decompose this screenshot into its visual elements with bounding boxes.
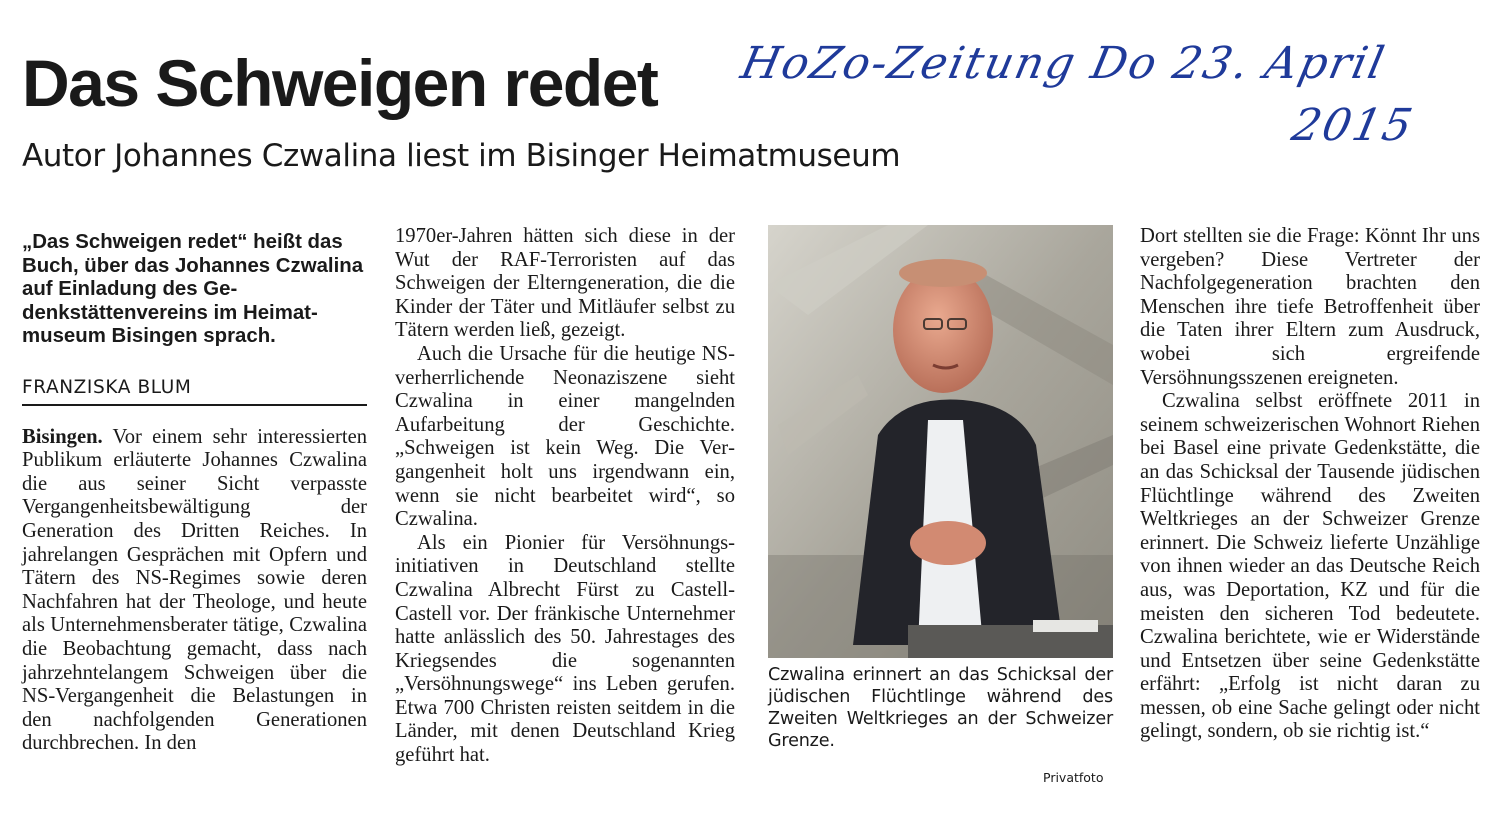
article-lead: „Das Schweigen redet“ heißt das Buch, über das Johannes Czwalina auf Einladung des Gedenkstättenvereins im Heimatmuseum Bisingen sprach. xyxy=(22,231,364,348)
article-photo xyxy=(768,225,1113,658)
photo-caption-text: Czwalina erinnert an das Schicksal der jüdischen Flüchtlinge während des Zweiten Weltkrieges an der Schweizer Grenze. xyxy=(768,665,1113,751)
author-byline: FRANZISKA BLUM xyxy=(22,376,367,406)
body-text: Vor einem sehr interessierten Publikum erläuterte Johannes Czwalina die aus seiner Sicht verpasste Vergangenheitsbewältigung der Generation des Dritten Reiches. In jahrelangen Gesprächen mit Opfern und Tätern des NS-Regimes sowie deren Nachfahren hat der Theologe, und heute als Unternehmensberater tätige, Czwalina die Beobachtung gemacht, dass nach jahrzehntelangem Schweigen über die NS-Vergangenheit die Belastungen in den nachfolgenden Generationen durchbrechen. In den xyxy=(22,425,368,755)
article-column-4 xyxy=(1140,225,1480,744)
subheadline: Autor Johannes Czwalina liest im Bisinger Heimatmuseum xyxy=(22,138,901,174)
handwritten-note-line1: HoZo-Zeitung Do 23. April xyxy=(736,38,1391,89)
dateline-place: Bisingen. xyxy=(22,425,103,448)
body-paragraph xyxy=(22,426,367,756)
article-column-2 xyxy=(395,225,735,768)
article-column-1 xyxy=(22,225,367,756)
body-paragraph: Als ein Pionier für Versöhnungsinitiativen in Deutschland stellte Czwalina Albrecht Fürst zu Castell-Castell vor. Der fränkische Unternehmer hatte anlässlich des 50. Jahrestages des Kriegsendes die sogenannten „Versöhnungswege“ ins Leben gerufen. Etwa 700 Christen reisten seitdem in die Länder, mit denen Deutschland Krieg geführt hat. xyxy=(395,531,735,767)
handwritten-note-line2: 2015 xyxy=(1287,100,1419,151)
photo-credit: Privatfoto xyxy=(1043,770,1104,785)
body-paragraph: Dort stellten sie die Frage: Könnt Ihr uns vergeben? Diese Vertreter der Nachfolgegeneration brachten den Menschen ihre tiefe Betroffenheit über die Taten ihrer Eltern zum Ausdruck, wobei sich ergreifende Versöhnungsszenen ereigneten. xyxy=(1140,225,1480,389)
body-paragraph: Czwalina selbst eröffnete 2011 in seinem schweizerischen Wohnort Riehen bei Basel eine private Gedenkstätte, die an das Schicksal der Tausende jüdischen Flüchtlinge während des Zweiten Weltkrieges an der Schweizer Grenze erinnert. Die Schweiz lieferte Unzählige von ihnen wieder an das Deutsche Reich aus, was Deportation, KZ und für die meisten den sicheren Tod bedeutete. Czwalina berichtete, wie er Widerstände und Entsetzen über seine Gedenkstätte erfährt: „Erfolg ist nicht daran zu messen, ob eine Sache gelingt oder nicht gelingt, sondern, ob sie richtig ist.“ xyxy=(1140,390,1480,743)
speaker-photo-illustration xyxy=(768,225,1113,658)
headline: Das Schweigen redet xyxy=(22,46,658,120)
photo-caption xyxy=(768,664,1113,752)
body-paragraph: Auch die Ursache für die heutige NS-verherrlichende Neonaziszene sieht Czwalina in einer mangelnden Aufarbeitung der Geschichte. „Schweigen ist kein Weg. Die Vergangenheit holt uns irgendwann ein, wenn sie nicht bearbeitet wird“, so Czwalina. xyxy=(395,342,735,531)
body-paragraph: 1970er-Jahren hätten sich diese in der Wut der RAF-Terroristen auf das Schweigen der Elterngeneration, die die Kinder der Täter und Mitläufer selbst zu Tätern werden ließ, gezeigt. xyxy=(395,225,735,342)
